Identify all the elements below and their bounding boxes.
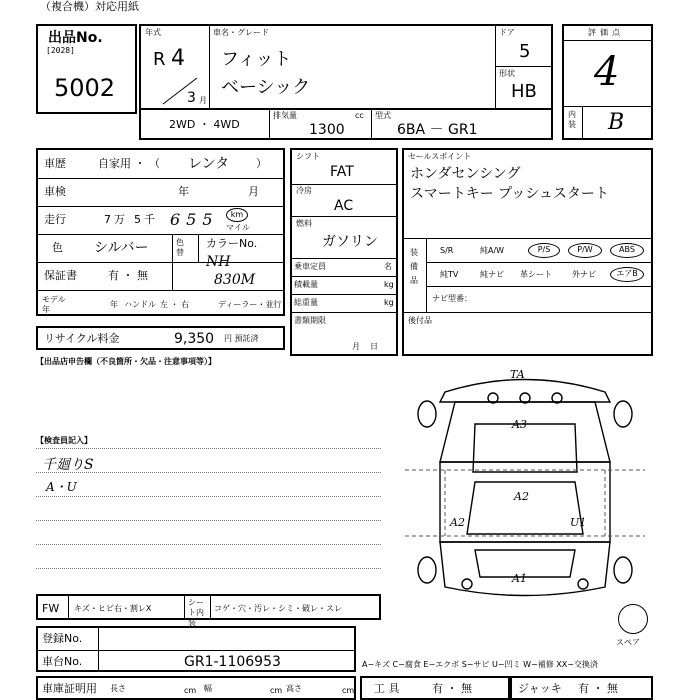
mileage-sen-unit: 千 <box>144 213 155 226</box>
equip-airbag: エアB <box>610 267 644 282</box>
model-change-label: モデル年 <box>42 295 66 314</box>
spare-tire <box>618 604 648 634</box>
equip-navi: 純ナビ <box>480 270 504 279</box>
mileage-sen: 5 <box>134 213 141 226</box>
equip-pw: P/W <box>568 243 602 258</box>
color-code-label: カラーNo. <box>206 237 258 250</box>
jack-row <box>510 676 653 700</box>
spare-label: スペア <box>616 638 640 647</box>
ac-label: 冷房 <box>296 186 312 195</box>
fw-label: FW <box>42 602 60 615</box>
mileage-man-unit: 万 <box>114 213 125 226</box>
drive-label: 2WD ・ 4WD <box>169 118 240 131</box>
equipment-label: 装備品 <box>410 248 418 285</box>
doors-value: 5 <box>519 41 531 62</box>
mark-rear: A1 <box>512 572 527 585</box>
equip-leather: 革シート <box>520 270 552 279</box>
tools-value: 有 ・ 無 <box>432 682 472 695</box>
storage-length: 長さ <box>110 684 126 693</box>
inspection-label: 車検 <box>44 185 66 198</box>
shift-value: FAT <box>330 164 354 180</box>
tools-row <box>360 676 510 700</box>
history-options: 自家用 ・ （ <box>98 157 160 170</box>
seat-options: コゲ・穴・汚レ・シミ・破レ・スレ <box>214 604 342 613</box>
handle-value: 左 ・ 右 <box>160 300 190 309</box>
storage-height-unit: cm <box>342 686 355 695</box>
lot-box <box>36 24 137 114</box>
sales-point-line1: ホンダセンシング <box>410 166 521 182</box>
dealer-label: ディーラー・並行 <box>218 300 282 309</box>
color-label: 色 <box>52 241 63 254</box>
fw-options: キズ・ヒビ右・割レX <box>74 604 152 613</box>
ac-value: AC <box>334 198 354 214</box>
mark-hood: A3 <box>512 418 527 431</box>
docs-unit: 月日 <box>352 342 388 351</box>
displacement-label: 排気量 <box>273 111 297 120</box>
equip-ext-navi: 外ナビ <box>572 270 596 279</box>
model-code-value: 6BA － GR1 <box>397 122 478 138</box>
history-value: レンタ <box>188 156 230 172</box>
handle-label: ハンドル <box>124 300 156 309</box>
detail-box <box>36 148 285 316</box>
model-year-label: 年式 <box>145 28 161 37</box>
aftermarket-label: 後付品 <box>408 316 432 325</box>
sales-box <box>402 148 653 356</box>
warranty-value: 有 ・ 無 <box>108 269 148 282</box>
equip-ps: P/S <box>528 243 560 258</box>
registration-label: 登録No. <box>42 632 83 645</box>
color-code-2: 830M <box>214 272 256 288</box>
recycle-value: 9,350 <box>174 331 215 347</box>
model-month-unit: 月 <box>199 96 207 105</box>
sales-point-label: セールスポイント <box>408 152 472 161</box>
history-close: ） <box>256 157 267 170</box>
car-name: フィット <box>221 49 292 70</box>
fuel-label: 燃料 <box>296 219 312 228</box>
interior-label: 内装 <box>568 110 576 129</box>
car-name-label: 車名・グレード <box>213 28 269 37</box>
mileage-man: 7 <box>104 213 111 226</box>
spec-box <box>290 148 398 356</box>
storage-width: 幅 <box>204 684 212 693</box>
divider-slash <box>159 76 199 106</box>
mileage-mile: マイル <box>226 223 250 232</box>
model-year-value: 4 <box>171 46 185 71</box>
storage-length-unit: cm <box>184 686 197 695</box>
inspector-label: 【検査員記入】 <box>36 436 92 445</box>
shape-value: HB <box>511 81 537 102</box>
storage-width-unit: cm <box>270 686 283 695</box>
warranty-label: 保証書 <box>44 269 77 282</box>
car-grade: ベーシック <box>221 77 311 98</box>
score-label: 評価点 <box>588 28 624 37</box>
equip-aw: 純A/W <box>480 246 505 255</box>
lot-number: 5002 <box>54 74 116 102</box>
color-value: シルバー <box>94 240 149 256</box>
model-code-label: 型式 <box>375 111 391 120</box>
mark-left: A2 <box>450 516 465 529</box>
sales-point-line2: スマートキー プッシュスタート <box>410 186 609 202</box>
damage-legend: A−キズ C−腐食 E−エクボ S−サビ U−凹ミ W−補修 XX−交換済 <box>362 660 598 669</box>
recycle-unit: 円 預託済 <box>224 334 259 343</box>
load-label: 積載量 <box>294 280 318 289</box>
fuel-value: ガソリン <box>322 234 378 250</box>
score-value: 4 <box>594 49 620 95</box>
mileage-km: km <box>226 208 248 222</box>
docs-label: 書類期限 <box>294 316 326 325</box>
recycle-label: リサイクル料金 <box>44 332 120 345</box>
jack-value: 有 ・ 無 <box>578 682 618 695</box>
inspector-note-2: A・U <box>46 480 77 494</box>
mileage-label: 走行 <box>44 213 66 226</box>
inspection-year-unit: 年 <box>178 185 189 198</box>
declaration-label: 【出品店申告欄（不良箇所・欠品・注意事項等）】 <box>36 357 216 366</box>
vehicle-top-box <box>139 24 553 110</box>
weight-unit: kg <box>384 298 394 307</box>
weight-label: 総重量 <box>294 298 318 307</box>
load-unit: kg <box>384 280 394 289</box>
mileage-handwritten: 655 <box>170 210 219 229</box>
seat-label: シート内装 <box>188 598 204 627</box>
color-code: NH <box>206 254 231 270</box>
fw-row <box>36 594 381 627</box>
storage-row <box>36 676 356 700</box>
capacity-label: 乗車定員 <box>294 262 326 271</box>
displacement-value: 1300 <box>309 122 345 138</box>
drive-row <box>139 108 553 140</box>
inspector-note-1: 千廻りS <box>42 457 94 473</box>
mark-right: U1 <box>570 516 587 529</box>
model-month-value: 3 <box>187 90 196 106</box>
equip-sr: S/R <box>440 246 454 255</box>
equip-tv: 純TV <box>440 270 459 279</box>
equip-abs: ABS <box>610 243 644 258</box>
mark-roof: A2 <box>514 490 529 503</box>
score-box <box>562 24 653 140</box>
chassis-label: 車台No. <box>42 655 83 668</box>
lot-sub: [2028] <box>46 46 75 55</box>
model-change-year-unit: 年 <box>110 300 118 309</box>
shift-label: シフト <box>296 152 320 161</box>
color-change-label: 色替 <box>176 238 184 257</box>
mark-front: TA <box>510 368 525 381</box>
interior-value: B <box>608 110 625 135</box>
storage-height: 高さ <box>286 684 302 693</box>
tools-label: 工 具 <box>374 682 400 695</box>
inspection-month-unit: 月 <box>248 185 259 198</box>
form-type-label: （複合機）対応用紙 <box>40 0 139 13</box>
doors-label: ドア <box>499 28 515 37</box>
storage-label: 車庫証明用 <box>42 682 97 695</box>
lot-label: 出品No. <box>48 30 103 46</box>
recycle-row <box>36 326 285 350</box>
nav-model-label: ナビ型番： <box>432 294 472 303</box>
registration-box <box>36 626 356 672</box>
shape-label: 形状 <box>499 69 515 78</box>
displacement-unit: cc <box>355 111 364 120</box>
jack-label: ジャッキ <box>518 682 562 695</box>
chassis-value: GR1-1106953 <box>184 654 281 670</box>
model-year-era: R <box>153 49 166 70</box>
history-label: 車歴 <box>44 157 66 170</box>
capacity-unit: 名 <box>384 262 392 271</box>
